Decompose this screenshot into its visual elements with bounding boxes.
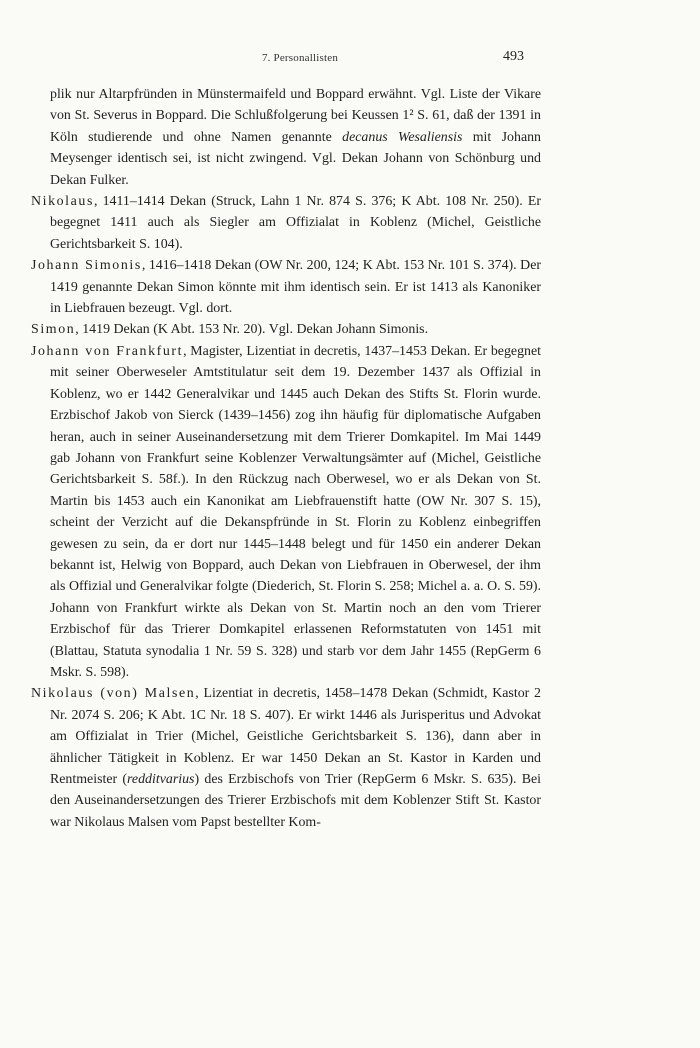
entry-johann-von-frankfurt bbox=[31, 341, 541, 684]
text-segment: ) des Erzbischofs von Trier (RepGerm 6 Mskr. S. 635). Bei den Auseinandersetzungen des Trierer Erzbischofs mit dem Koblenzer Stift St. Kastor war Nikolaus Malsen vom Papst bestellter Kom- bbox=[50, 772, 542, 830]
entry-text: , 1419 Dekan (K Abt. 153 Nr. 20). Vgl. Dekan Johann Simonis. bbox=[75, 322, 429, 338]
entry-name: Nikolaus (von) Malsen bbox=[31, 686, 196, 702]
entry-name: Simon bbox=[31, 322, 76, 338]
entry-text: , 1416–1418 Dekan (OW Nr. 200, 124; K Abt. 153 Nr. 101 S. 374). Der 1419 genannte Dekan Simon könnte mit ihm identisch sein. Er ist 1413 als Kanoniker in Liebfrauen bezeugt. Vgl. dort. bbox=[50, 258, 541, 317]
entry-text: , Magister, Lizentiat in decretis, 1437–1453 Dekan. Er begegnet mit seiner Oberweseler Amtstitulatur seit dem 19. Dezember 1437 als Offizial in Koblenz, wo er 1442 Generalvikar und 1445 auch Dekan des Stifts St. Florin wurde. Erzbischof Jakob von Sierck (1439–1456) zog ihn häufig für diplomatische Aufgaben heran, auch in seiner Auseinandersetzung mit dem Trierer Domkapitel. Im Mai 1449 gab Johann von Frankfurt seine Koblenzer Verwaltungsämter auf (Michel, Geistliche Gerichtsbarkeit S. 58f.). In den Rückzug nach Oberwesel, wo er als Dekan von St. Martin bis 1453 auch ein Kanonikat am Liebfrauenstift hatte (OW Nr. 307 S. 15), scheint der Verzicht auf die Dekanspfründe in St. Florin zu Koblenz einbegriffen gewesen zu sein, da er dort nur 1445–1448 belegt und für 1450 ein anderer Dekan bekannt ist, Helwig von Boppard, auch Dekan von Liebfrauen in Oberwesel, der ihm als Offizial und Generalvikar folgte (Diederich, St. Florin S. 258; Michel a. a. O. S. 59). Johann von Frankfurt wirkte als Dekan von St. Martin noch an den vom Trierer Erzbischof für das Trierer Domkapitel erlassenen Reformstatuten von 1451 mit (Blattau, Statuta synodalia 1 Nr. 59 S. 328) und starb vor dem Jahr 1455 (RepGerm 6 Mskr. S. 598). bbox=[50, 343, 541, 680]
italic-term: redditvarius bbox=[127, 772, 195, 787]
italic-term: decanus Wesaliensis bbox=[342, 129, 463, 145]
text-segment: , Lizentiat in decretis, 1458–1478 Dekan (Schmidt, Kastor 2 Nr. 2074 S. 206; K Abt. 1C Nr. 18 S. 407). Er wirkt 1446 als Jurisperitus und Advokat am Offizialat in Trier (Michel, Geistliche Gerichtsbarkeit S. 136), dann aber in ähnlicher Tätigkeit in Koblenz. Er war 1450 Dekan an St. Kastor in Karden und Rentmeister ( bbox=[50, 686, 541, 787]
entry-nikolaus bbox=[31, 191, 541, 255]
entry-nikolaus-malsen bbox=[31, 683, 541, 833]
body-text bbox=[31, 84, 541, 833]
entry-name: Johann Simonis bbox=[31, 258, 142, 274]
entry-johann-simonis bbox=[31, 255, 541, 319]
entry-text: , 1411–1414 Dekan (Struck, Lahn 1 Nr. 874 S. 376; K Abt. 108 Nr. 250). Er begegnet 1411 auch als Siegler am Offizialat in Koblenz (Michel, Geistliche Gerichtsbarkeit S. 104). bbox=[50, 194, 541, 252]
entry-name: Nikolaus bbox=[31, 194, 94, 210]
entry-continuation bbox=[31, 84, 541, 191]
entry-name: Johann von Frankfurt bbox=[31, 343, 184, 359]
page-header bbox=[0, 48, 700, 68]
page-number: 493 bbox=[503, 49, 524, 64]
text-segment: plik nur Altarpfründen in Münstermaifeld und Boppard erwähnt. Vgl. Liste der Vikare von St. Severus in Boppard. Die Schlußfolgerung bei Keussen 1² S. 61, daß der 1391 in Köln studierende und ohne Namen genannte bbox=[50, 87, 541, 145]
running-title: 7. Personallisten bbox=[261, 52, 339, 64]
text-segment: mit Johann Meysenger identisch sei, ist nicht zwingend. Vgl. Dekan Johann von Schönburg und Dekan Fulker. bbox=[50, 129, 542, 188]
entry-simon bbox=[31, 319, 541, 340]
